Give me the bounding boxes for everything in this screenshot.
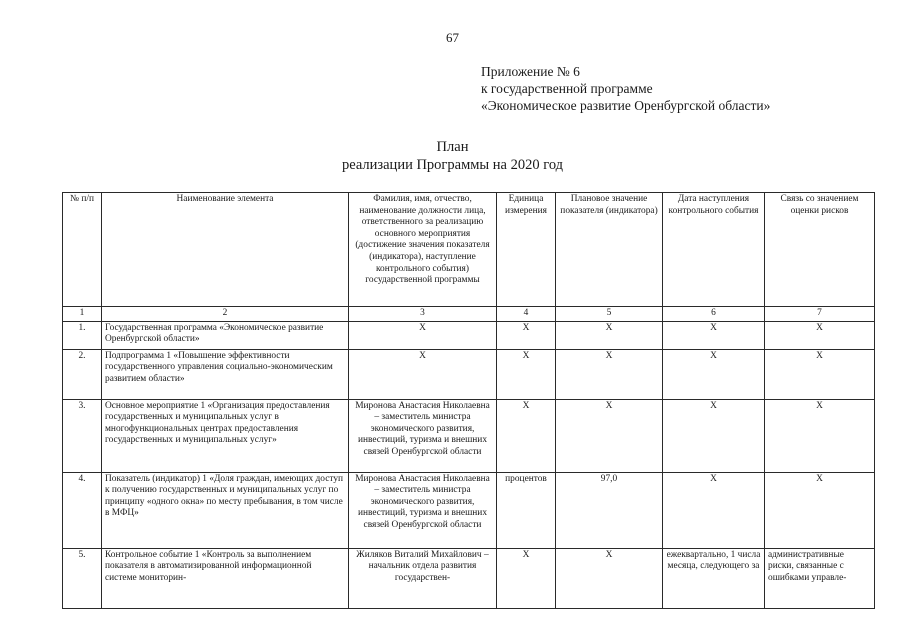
unit-of-measure: процентов [497, 472, 556, 548]
responsible-person: Х [349, 321, 497, 349]
table-row [63, 321, 875, 349]
event-date: Х [663, 472, 765, 548]
element-name: Контрольное событие 1 «Контроль за выполнением показателя в автоматизированной информационной системе мониторин- [102, 548, 349, 608]
header-cell: Дата наступления контрольного события [663, 193, 765, 307]
plan-title-line-1: План [436, 139, 469, 155]
event-date: Х [663, 321, 765, 349]
unit-of-measure: Х [497, 548, 556, 608]
risk-link: Х [765, 399, 875, 472]
plan-title [0, 138, 905, 174]
responsible-person: Миронова Анастасия Николаевна – заместитель министра экономического развития, инвестиций, туризма и внешних связей Оренбургской области [349, 399, 497, 472]
header-cell: № п/п [63, 193, 102, 307]
plan-table [62, 192, 875, 609]
plan-title-line-2: реализации Программы на 2020 год [341, 157, 564, 173]
element-name: Показатель (индикатор) 1 «Доля граждан, имеющих доступ к получению государственных и муниципальных услуг по принципу «одного окна» по месту пребывания, в том числе в МФЦ» [102, 472, 349, 548]
event-date: Х [663, 399, 765, 472]
element-name: Основное мероприятие 1 «Организация предоставления государственных и муниципальных услуг в многофункциональных центрах предоставления государственных и муниципальных услуг» [102, 399, 349, 472]
header-cell: Связь со значением оценки рисков [765, 193, 875, 307]
appendix-line-3: «Экономическое развитие Оренбургской области» [481, 98, 771, 113]
row-number: 3. [63, 399, 102, 472]
row-number: 2. [63, 349, 102, 399]
column-number-row [63, 307, 875, 322]
column-number: 1 [63, 307, 102, 322]
row-number: 4. [63, 472, 102, 548]
table-row [63, 548, 875, 608]
event-date: ежеквартально, 1 числа месяца, следующего за [663, 548, 765, 608]
responsible-person: Х [349, 349, 497, 399]
unit-of-measure: Х [497, 349, 556, 399]
risk-link: административные риски, связанные с ошибками управле- [765, 548, 875, 608]
column-number: 4 [497, 307, 556, 322]
planned-value: Х [556, 321, 663, 349]
appendix-heading [481, 63, 770, 114]
element-name: Подпрограмма 1 «Повышение эффективности государственного управления социально-экономическим развитием области» [102, 349, 349, 399]
responsible-person: Миронова Анастасия Николаевна – заместитель министра экономического развития, инвестиций, туризма и внешних связей Оренбургской области [349, 472, 497, 548]
risk-link: Х [765, 321, 875, 349]
header-cell: Фамилия, имя, отчество, наименование должности лица, ответственного за реализацию основного мероприятия (достижение значения показателя (индикатора), наступление контрольного события) государственной программы [349, 193, 497, 307]
column-number: 2 [102, 307, 349, 322]
unit-of-measure: Х [497, 321, 556, 349]
planned-value: Х [556, 548, 663, 608]
column-number: 5 [556, 307, 663, 322]
row-number: 1. [63, 321, 102, 349]
header-cell: Наименование элемента [102, 193, 349, 307]
planned-value: 97,0 [556, 472, 663, 548]
event-date: Х [663, 349, 765, 399]
risk-link: Х [765, 349, 875, 399]
table-row [63, 472, 875, 548]
planned-value: Х [556, 349, 663, 399]
responsible-person: Жиляков Виталий Михайлович – начальник отдела развития государствен- [349, 548, 497, 608]
risk-link: Х [765, 472, 875, 548]
element-name: Государственная программа «Экономическое развитие Оренбургской области» [102, 321, 349, 349]
table-row [63, 399, 875, 472]
column-number: 7 [765, 307, 875, 322]
unit-of-measure: Х [497, 399, 556, 472]
header-cell: Единица измерения [497, 193, 556, 307]
header-row [63, 193, 875, 307]
header-cell: Плановое значение показателя (индикатора) [556, 193, 663, 307]
table-row [63, 349, 875, 399]
column-number: 6 [663, 307, 765, 322]
planned-value: Х [556, 399, 663, 472]
appendix-line-2: к государственной программе [481, 81, 653, 96]
column-number: 3 [349, 307, 497, 322]
page-number: 67 [446, 30, 459, 45]
appendix-line-1: Приложение № 6 [481, 64, 580, 79]
row-number: 5. [63, 548, 102, 608]
